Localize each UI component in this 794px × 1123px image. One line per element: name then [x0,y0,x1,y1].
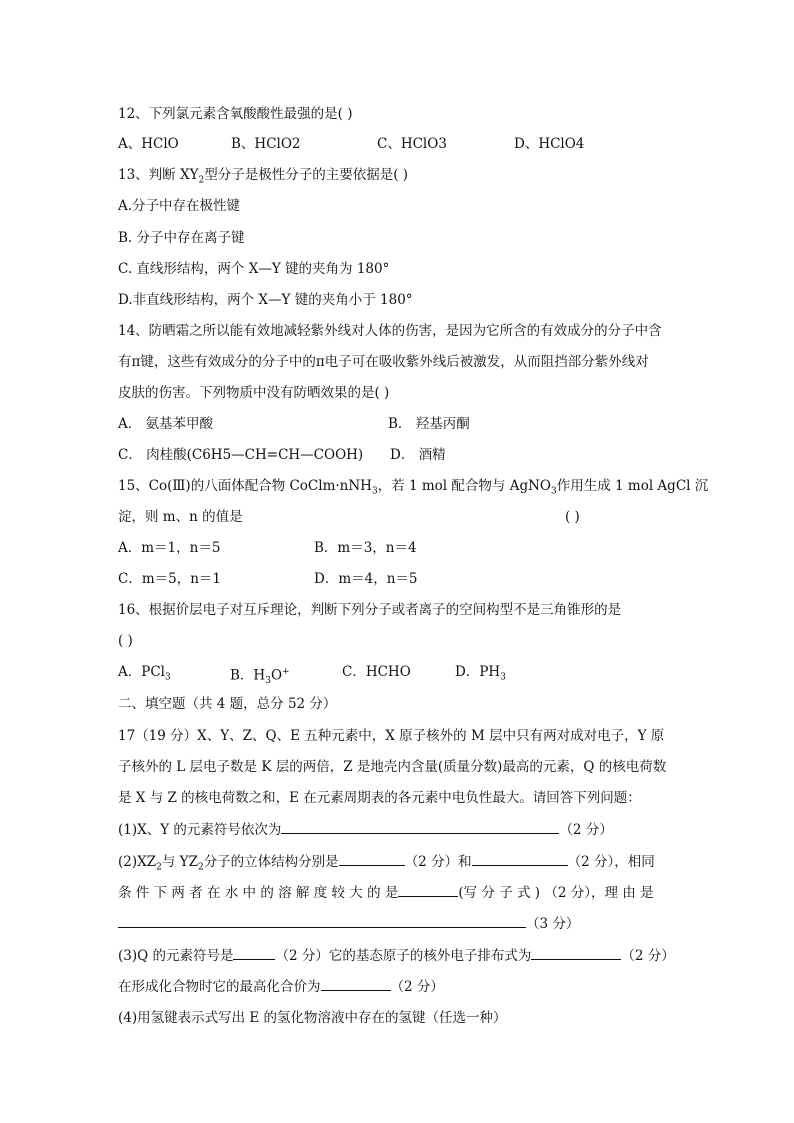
q15-option-c: C．m＝5，n＝1 [118,571,222,587]
q17-p2-blank-4[interactable] [118,914,526,928]
q16-option-d-sub: 3 [500,672,506,683]
q15-option-a: A．m＝1，n＝5 [118,540,221,556]
q13-option-d: D.非直线形结构，两个 X—Y 键的夹角小于 180° [118,292,413,308]
q14-option-a: A． 氨基苯甲酸 [118,416,214,432]
q17-part-1 [118,820,613,839]
q16-option-b-sup: + [282,667,290,677]
q17-p3-blank-2[interactable] [531,946,621,960]
q17-p3-score: （2 分） [621,948,675,964]
q14-option-d: D． 酒精 [390,447,446,463]
q17-p2-text-c: 分子的立体结构分别是 [203,854,339,870]
q17-intro-line-3: 是 X 与 Z 的核电荷数之和，E 在元素周期表的各元素中电负性最大。请回答下列问题： [118,790,641,806]
q17-p3-line2-score: （2 分） [390,979,444,995]
q17-p1-blank[interactable] [281,820,559,834]
q17-part-3 [118,946,675,965]
q17-p2-text-e: （2 分），相同 [567,854,655,870]
q15-subscript-1: 3 [371,486,378,497]
q15-option-b: B．m＝3，n＝4 [314,540,417,556]
q15-text-b: ，若 1 mol 配合物与 AgNO [377,478,551,494]
q16-option-d [455,663,506,687]
q17-part-2-line-3 [118,914,579,933]
q15-line-1 [118,477,708,501]
q17-p2-line2-score: (写 分 子 式 ) （2 分），理 由 是 [458,885,654,901]
q17-p3-line2-text: 在形成化合物时它的最高化合价为 [118,979,321,995]
q17-part-4: (4)用氢键表示式写出 E 的氢化物溶液中存在的氢键（任选一种） [118,1010,507,1026]
q17-p2-text-a: (2)XZ [118,854,157,870]
q15-subscript-2: 3 [550,486,557,497]
q17-p3-text-b: （2 分）它的基态原子的核外电子排布式为 [275,948,532,964]
q14-option-c: C． 肉桂酸(C6H5—CH=CH—COOH) [118,447,364,463]
q17-p2-text-d: （2 分）和 [404,854,472,870]
q13-stem-text: 13、判断 XY [118,167,199,183]
q16-option-b-text: B．H [230,667,266,684]
q15-text-c: 作用生成 1 mol AgCl 沉 [556,478,709,494]
q17-p2-blank-2[interactable] [472,852,568,866]
q17-p3-blank-3[interactable] [321,977,391,991]
q17-p3-blank-1[interactable] [233,946,275,960]
q17-p3-text-a: (3)Q 的元素符号是 [118,948,234,964]
q13-stem [118,166,408,190]
q15-answer-paren: ( ) [565,509,580,525]
q17-part-2-line-2 [118,883,654,902]
q13-stem-text-2: 型分子是极性分子的主要依据是( ) [204,167,409,183]
q17-part-3-line-2 [118,977,444,996]
q12-option-b: B、HClO2 [231,136,301,152]
q12-option-d: D、HClO4 [514,136,585,152]
q12-option-c: C、HClO3 [377,136,447,152]
q14-line-3: 皮肤的伤害。下列物质中没有防晒效果的是( ) [118,385,390,401]
q16-stem: 16、根据价层电子对互斥理论，判断下列分子或者离子的空间构型不是三角锥形的是 [118,602,622,618]
q16-option-b-text-2: O [270,667,283,684]
q17-p2-sub-2: 2 [197,862,204,873]
q17-p2-blank-1[interactable] [339,852,405,866]
q17-p2-line2-text: 条 件 下 两 者 在 水 中 的 溶 解 度 较 大 的 是 [118,885,399,901]
q16-option-a-text: A．PCl [118,664,165,680]
q16-option-b-sub: 3 [265,676,271,687]
q17-part-2 [118,852,655,877]
q17-intro-line-2: 子核外的 L 层电子数是 K 层的两倍，Z 是地壳内含量(质量分数)最高的元素，Q 的核电荷数 [118,759,667,775]
q16-option-d-text: D．PH [455,664,501,680]
q16-option-a-sub: 3 [164,672,171,683]
q17-p1-text: (1)X、Y 的元素符号依次为 [118,822,282,838]
q12-option-a: A、HClO [118,136,179,152]
q15-text-a: 15、Co(Ⅲ)的八面体配合物 CoClm·nNH [118,478,372,494]
q13-option-c: C. 直线形结构，两个 X—Y 键的夹角为 180° [118,261,390,277]
q17-p2-blank-3[interactable] [398,883,458,897]
q17-p2-text-b: 与 YZ [161,854,198,870]
q15-line-2: 淀，则 m、n 的值是 [118,509,243,525]
q17-p2-line3-score: （3 分） [526,916,580,932]
q16-option-b [230,663,290,690]
q13-option-b: B. 分子中存在离子键 [118,230,245,246]
q17-p1-score: （2 分） [559,822,613,838]
q16-answer-paren: ( ) [118,633,133,649]
q14-option-b: B． 羟基丙酮 [388,416,470,432]
q16-option-c: C．HCHO [342,664,411,680]
q17-p2-sub-1: 2 [156,862,162,873]
q12-stem: 12、下列氯元素含氧酸酸性最强的是( ) [118,106,353,122]
section-2-heading: 二、填空题（共 4 题，总分 52 分） [118,696,337,712]
q14-line-1: 14、防晒霜之所以能有效地减轻紫外线对人体的伤害，是因为它所含的有效成分的分子中含 [118,323,662,339]
q13-option-a: A.分子中存在极性键 [118,198,241,214]
q17-intro-line-1: 17（19 分）X、Y、Z、Q、E 五种元素中，X 原子核外的 M 层中只有两对成对电子，Y 原 [118,728,665,744]
q14-line-2: 有π键，这些有效成分的分子中的π电子可在吸收紫外线后被激发，从而阻挡部分紫外线对 [118,354,649,370]
q16-option-a [118,663,171,687]
q13-stem-subscript: 2 [198,175,205,186]
q15-option-d: D．m＝4，n＝5 [314,571,418,587]
